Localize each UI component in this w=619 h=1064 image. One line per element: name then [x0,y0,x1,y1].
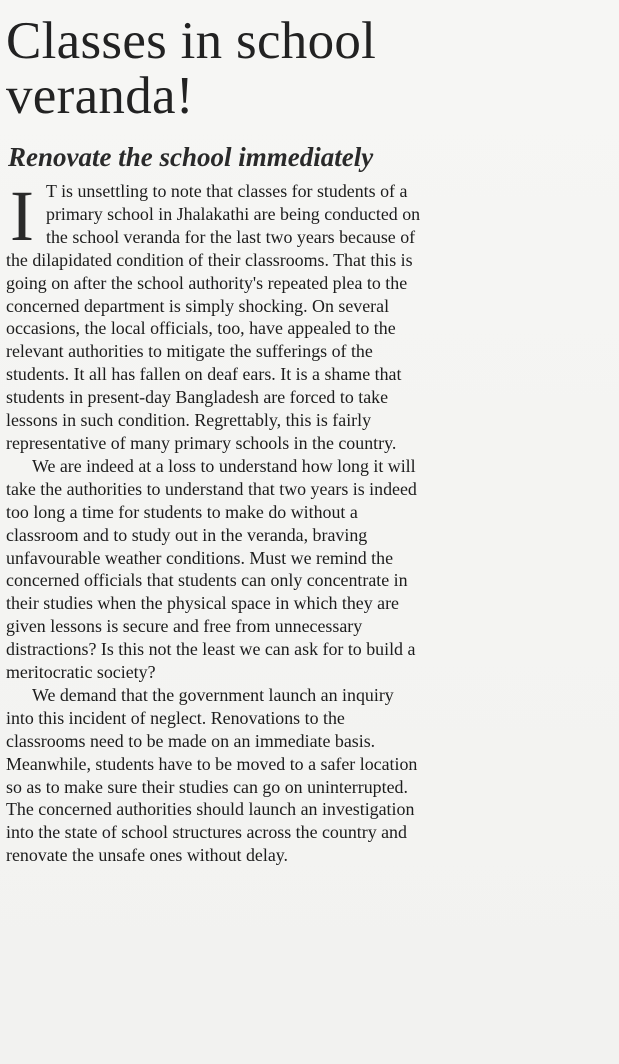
text-line: take the authorities to understand that two years is indeed [6,478,417,499]
text-line: going on after the school authority's repeated plea to the [6,272,408,293]
paragraph-3 [6,684,605,867]
text-line: lessons in such condition. Regrettably, this is fairly [6,410,372,431]
drop-cap: I [10,176,34,256]
text-line: relevant authorities to mitigate the sufferings of the [6,341,373,362]
text-line: The concerned authorities should launch an investigation [6,799,415,820]
subheadline: Renovate the school immediately [8,142,374,172]
text-line: students in present-day Bangladesh are forced to take [6,387,389,408]
text-line: into this incident of neglect. Renovations to the [6,707,345,728]
paragraph-1 [6,249,605,455]
intro-line: primary school in Jhalakathi are being conducted on [46,203,421,224]
text-line: representative of many primary schools in the country. [6,432,397,453]
headline [6,14,605,124]
text-line: so as to make sure their studies can go on uninterrupted. [6,776,408,797]
article-body [6,176,605,867]
text-line: We demand that the government launch an inquiry [32,684,394,705]
text-line: the dilapidated condition of their classrooms. That this is [6,249,413,270]
text-line: renovate the unsafe ones without delay. [6,845,289,866]
text-line: Meanwhile, students have to be moved to a safer location [6,753,418,774]
paragraph-2 [6,455,605,684]
text-line: their studies when the physical space in which they are [6,593,399,614]
headline-line-2: veranda! [6,67,194,125]
text-line: meritocratic society? [6,662,156,683]
text-line: too long a time for students to make do without a [6,501,358,522]
text-line: into the state of school structures across the country and [6,822,407,843]
text-line: given lessons is secure and free from unnecessary [6,616,363,637]
text-line: We are indeed at a loss to understand how long it will [32,455,416,476]
intro-line: the school veranda for the last two years because of [46,226,416,247]
text-line: distractions? Is this not the least we can ask for to build a [6,639,416,660]
text-line: classrooms need to be made on an immediate basis. [6,730,376,751]
intro-block [6,176,605,256]
text-line: concerned officials that students can only concentrate in [6,570,408,591]
text-line: occasions, the local officials, too, have appealed to the [6,318,396,339]
text-line: concerned department is simply shocking. On several [6,295,390,316]
text-line: unfavourable weather conditions. Must we remind the [6,547,394,568]
text-line: classroom and to study out in the veranda, braving [6,524,368,545]
headline-line-1: Classes in school [6,12,377,70]
text-line: students. It all has fallen on deaf ears. It is a shame that [6,364,402,385]
intro-line: T is unsettling to note that classes for students of a [46,181,408,201]
